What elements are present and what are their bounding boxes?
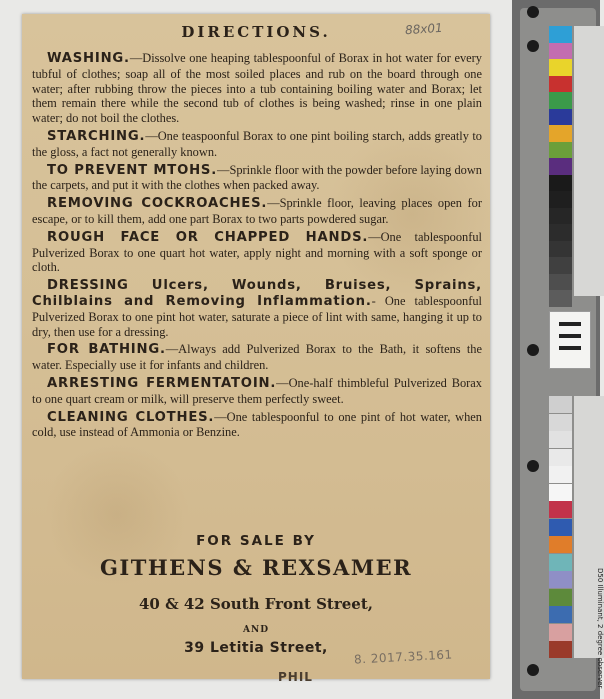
scale-bar xyxy=(559,346,581,350)
direction-starching xyxy=(32,129,482,160)
color-patch xyxy=(549,589,572,606)
direction-heading: STARCHING. xyxy=(47,128,146,144)
color-patch xyxy=(549,175,572,192)
company-name: GITHENS & REXSAMER xyxy=(99,555,413,580)
direction-cockroaches xyxy=(32,196,482,227)
registration-hole xyxy=(527,6,539,18)
document-title: DIRECTIONS. xyxy=(181,23,331,41)
scale-card xyxy=(549,311,591,369)
direction-text: —Always add Pulverized Borax to the Bath, it softens the water. Especially use it for infants and children. xyxy=(32,342,482,373)
color-patch xyxy=(549,109,572,126)
direction-heading: DRESSING Ulcers, Wounds, Bruises, Sprains, Chilblains and Removing Inflammation. xyxy=(32,278,482,309)
direction-text: —One teaspoonful Borax to one pint boiling starch, adds greatly to the gloss, a fact not generally known. xyxy=(32,128,482,159)
color-patch xyxy=(549,571,572,588)
color-patch xyxy=(549,274,572,291)
color-patch xyxy=(549,241,572,258)
direction-heading: ROUGH FACE OR CHAPPED HANDS. xyxy=(47,229,369,245)
target-side-label: D50 Illuminant, 2 degree observer xyxy=(596,568,604,689)
direction-heading: REMOVING COCKROACHES. xyxy=(47,196,268,212)
patch-data-column xyxy=(574,26,604,296)
direction-text: —Sprinkle floor with the powder before laying down the carpets, and put it with the clothes when packed away. xyxy=(32,162,483,193)
accession-number: 8. 2017.35.161 xyxy=(353,647,453,667)
color-patch xyxy=(549,290,572,307)
direction-chapped-hands xyxy=(32,230,482,275)
color-calibration-target xyxy=(512,0,604,699)
color-patch xyxy=(549,606,572,623)
direction-bathing xyxy=(32,342,482,373)
color-patch xyxy=(549,208,572,225)
direction-heading: CLEANING CLOTHES. xyxy=(47,409,215,425)
color-patch xyxy=(549,501,572,518)
color-patch xyxy=(549,624,572,641)
registration-hole xyxy=(527,460,539,472)
pencil-note: 88x01 xyxy=(404,20,444,38)
direction-cleaning-clothes xyxy=(32,410,482,441)
direction-moths xyxy=(32,163,482,194)
color-patch xyxy=(549,76,572,93)
direction-heading: TO PREVENT MTOHS. xyxy=(47,162,218,178)
color-patch xyxy=(549,519,572,536)
registration-hole xyxy=(527,664,539,676)
color-patch xyxy=(549,92,572,109)
color-patch xyxy=(549,466,572,483)
direction-text: —One-half thimbleful Pulverized Borax to one quart cream or milk, will preserve them perfectly sweet. xyxy=(32,375,482,406)
address-and: AND xyxy=(242,625,269,635)
address-line-1: 40 & 42 South Front Street, xyxy=(138,595,373,613)
color-patch xyxy=(549,257,572,274)
color-patch xyxy=(549,26,572,43)
color-patch xyxy=(549,142,572,159)
color-patch xyxy=(549,59,572,76)
color-patch xyxy=(549,125,572,142)
color-patch xyxy=(549,414,572,431)
color-patch xyxy=(549,431,572,448)
document-page xyxy=(22,14,490,684)
direction-text: —One tablespoonful to one pint of hot water, when cold, use instead of Ammonia or Benzine. xyxy=(32,409,482,440)
scale-bar xyxy=(559,322,581,326)
color-patch xyxy=(549,554,572,571)
registration-hole xyxy=(527,40,539,52)
color-patch xyxy=(549,536,572,553)
color-patch xyxy=(549,484,572,501)
direction-heading: ARRESTING FERMENTATOIN. xyxy=(47,375,277,391)
color-patch xyxy=(549,396,572,413)
for-sale-by: FOR SALE BY xyxy=(196,533,316,549)
scale-bar xyxy=(559,334,581,338)
direction-heading: FOR BATHING. xyxy=(47,342,166,358)
registration-hole xyxy=(527,344,539,356)
direction-text: —One tablespoonful Pulverized Borax to one quart hot water, apply night and morning with a soft sponge or cloth. xyxy=(32,229,482,275)
color-patch xyxy=(549,641,572,658)
direction-text: —Sprinkle floor, leaving places open for escape, or to kill them, add one part Borax to two parts powdered sugar. xyxy=(32,196,482,226)
direction-text: —Dissolve one heaping tablespoonful of Borax in hot water for every tubful of clothes; soap all of the most soiled places and rub on the board through one water; after rubbing throw the pieces into a tub containing boiling water and Borax; let them remain there while the second tub of clothes is being washed; rinse in one plain water; do not boil the clothes. xyxy=(32,51,482,126)
direction-fermentation xyxy=(32,376,482,407)
color-patch xyxy=(549,224,572,241)
direction-dressing xyxy=(32,278,482,339)
directions-list xyxy=(32,51,482,443)
color-patch xyxy=(549,449,572,466)
color-patch xyxy=(549,158,572,175)
address-line-3: PHIL xyxy=(278,670,313,684)
direction-text: - One tablespoonful Pulverized Borax to one pint hot water, saturate a piece of lint with same, hanging it up to dry, then use for a dressing. xyxy=(32,293,482,339)
direction-heading: WASHING. xyxy=(47,51,130,66)
color-patch xyxy=(549,191,572,208)
color-patch xyxy=(549,43,572,60)
address-line-2: 39 Letitia Street, xyxy=(184,640,328,656)
direction-washing xyxy=(32,51,482,126)
